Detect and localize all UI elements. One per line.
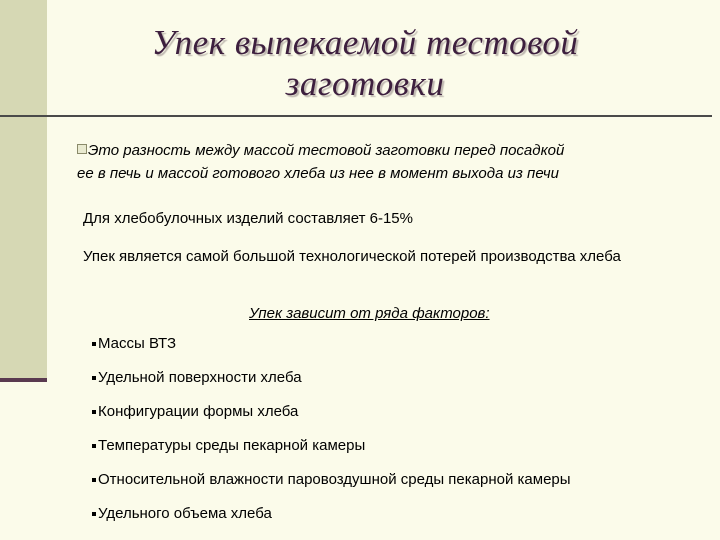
list-item <box>92 368 571 388</box>
side-band-rule <box>0 378 47 382</box>
bullet-square-icon <box>92 478 96 482</box>
factor-label: Температуры среды пекарной камеры <box>98 437 366 454</box>
bullet-square-icon <box>92 376 96 380</box>
checkbox-square-icon <box>77 144 87 154</box>
title-line-1: Упек выпекаемой тестовой <box>151 23 579 62</box>
list-item <box>92 470 571 490</box>
definition-block <box>77 139 692 185</box>
bullet-square-icon <box>92 444 96 448</box>
loss-paragraph: Упек является самой большой технологической потерей производства хлеба <box>83 248 621 265</box>
title-line-2: заготовки <box>285 64 445 103</box>
bullet-square-icon <box>92 512 96 516</box>
list-item <box>92 436 571 456</box>
factor-label: Удельной поверхности хлеба <box>98 369 302 386</box>
bullet-square-icon <box>92 342 96 346</box>
factors-list <box>92 334 571 538</box>
factor-label: Относительной влажности паровоздушной среды пекарной камеры <box>98 471 571 488</box>
factor-label: Конфигурации формы хлеба <box>98 403 299 420</box>
factors-heading: Упек зависит от ряда факторов: <box>249 305 490 322</box>
definition-line-1: Это разность между массой тестовой заготовки перед посадкой <box>88 142 565 159</box>
factor-label: Массы ВТЗ <box>98 335 177 352</box>
list-item <box>92 504 571 524</box>
definition-line-2: ее в печь и массой готового хлеба из нее в момент выхода из печи <box>77 165 559 182</box>
side-band <box>0 0 47 380</box>
list-item <box>92 402 571 422</box>
slide-title <box>60 22 670 104</box>
factor-label: Удельного объема хлеба <box>98 505 272 522</box>
list-item <box>92 334 571 354</box>
bullet-square-icon <box>92 410 96 414</box>
range-paragraph: Для хлебобулочных изделий составляет 6-15% <box>83 210 413 227</box>
title-divider <box>0 115 712 117</box>
